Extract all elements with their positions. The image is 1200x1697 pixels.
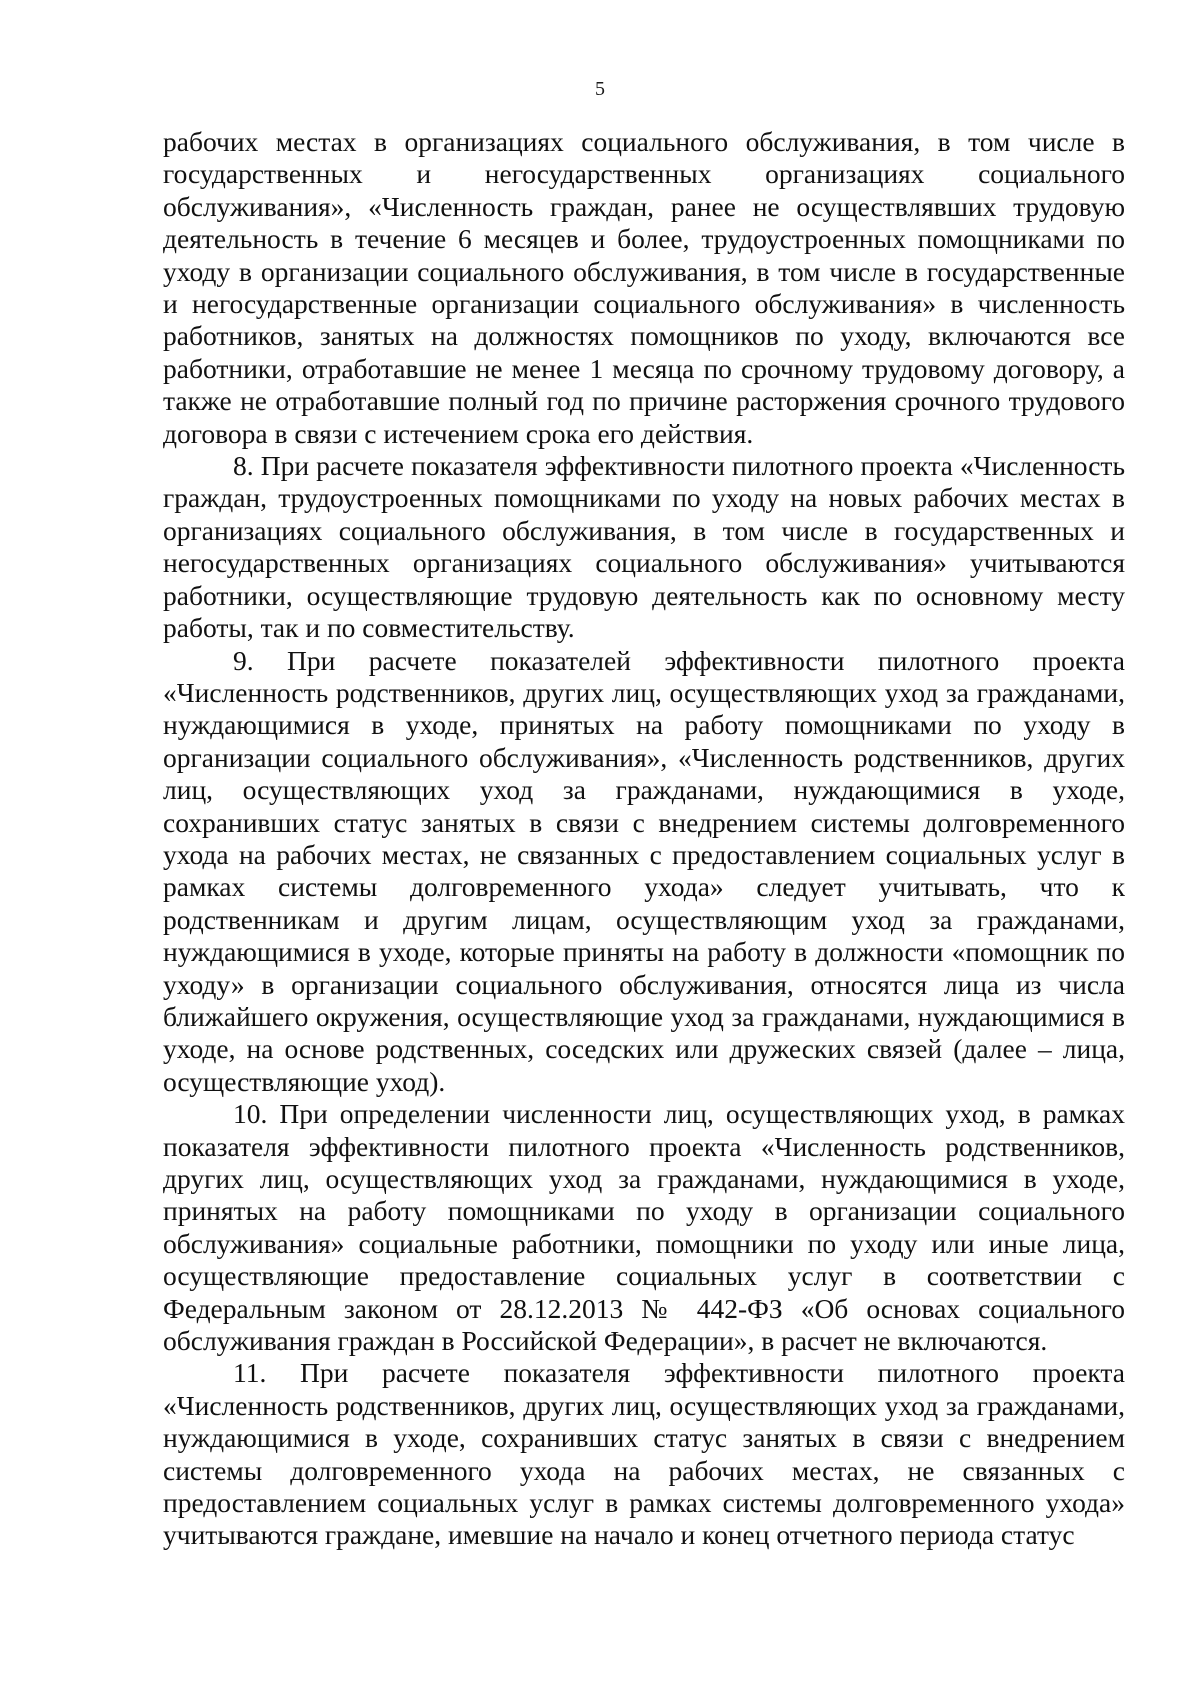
paragraph-item-10: 10. При определении численности лиц, осуществляющих уход, в рамках показателя эффективности пилотного проекта «Численность родственников, других лиц, осуществляющих уход за гражданами, нуждающимися в уходе, принятых на работу помощниками по уходу в организации социального обслуживания» социальные работники, помощники по уходу или иные лица, осуществляющие предоставление социальных услуг в соответствии с Федеральным законом от 28.12.2013 № 442-ФЗ «Об основах социального обслуживания граждан в Российской Федерации», в расчет не включаются. xyxy=(163,1098,1125,1357)
paragraph-item-9: 9. При расчете показателей эффективности пилотного проекта «Численность родственников, других лиц, осуществляющих уход за гражданами, нуждающимися в уходе, принятых на работу помощниками по уходу в организации социального обслуживания», «Численность родственников, других лиц, осуществляющих уход за гражданами, нуждающимися в уходе, сохранивших статус занятых в связи с внедрением системы долговременного ухода на рабочих местах, не связанных с предоставлением социальных услуг в рамках системы долговременного ухода» следует учитывать, что к родственникам и другим лицам, осуществляющим уход за гражданами, нуждающимися в уходе, которые приняты на работу в должности «помощник по уходу» в организации социального обслуживания, относятся лица из числа ближайшего окружения, осуществляющие уход за гражданами, нуждающимися в уходе, на основе родственных, соседских или дружеских связей (далее – лица, осуществляющие уход). xyxy=(163,644,1125,1097)
document-body xyxy=(163,126,1125,1552)
paragraph-item-11: 11. При расчете показателя эффективности пилотного проекта «Численность родственников, других лиц, осуществляющих уход за гражданами, нуждающимися в уходе, сохранивших статус занятых в связи с внедрением системы долговременного ухода на рабочих местах, не связанных с предоставлением социальных услуг в рамках системы долговременного ухода» учитываются граждане, имевшие на начало и конец отчетного периода статус xyxy=(163,1357,1125,1551)
paragraph-continuation: рабочих местах в организациях социального обслуживания, в том числе в государственных и негосударственных организациях социального обслуживания», «Численность граждан, ранее не осуществлявших трудовую деятельность в течение 6 месяцев и более, трудоустроенных помощниками по уходу в организации социального обслуживания, в том числе в государственные и негосударственные организации социального обслуживания» в численность работников, занятых на должностях помощников по уходу, включаются все работники, отработавшие не менее 1 месяца по срочному трудовому договору, а также не отработавшие полный год по причине расторжения срочного трудового договора в связи с истечением срока его действия. xyxy=(163,126,1125,449)
paragraph-item-8: 8. При расчете показателя эффективности пилотного проекта «Численность граждан, трудоустроенных помощниками по уходу на новых рабочих местах в организациях социального обслуживания, в том числе в государственных и негосударственных организациях социального обслуживания» учитываются работники, осуществляющие трудовую деятельность как по основному месту работы, так и по совместительству. xyxy=(163,450,1125,644)
page-number: 5 xyxy=(595,78,605,100)
